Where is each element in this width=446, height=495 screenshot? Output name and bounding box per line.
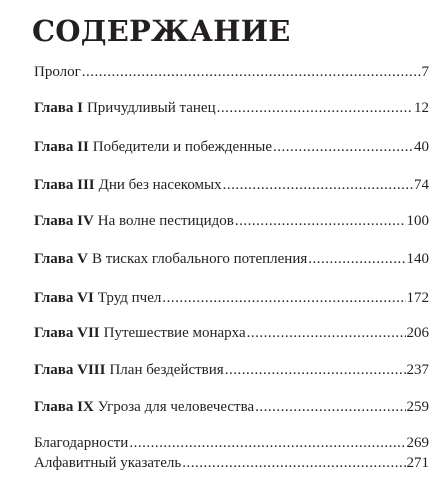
toc-entry-label: В тисках глобального потепления bbox=[91, 251, 308, 267]
toc-entry-index[interactable] bbox=[34, 454, 429, 472]
toc-entry-label: Причудливый танец bbox=[86, 100, 216, 116]
toc-entry-chapter-3[interactable] bbox=[34, 176, 429, 194]
toc-page-number: 172 bbox=[406, 290, 429, 306]
toc-page-number: 269 bbox=[406, 435, 429, 451]
toc-entry-label: Благодарности bbox=[34, 435, 129, 451]
toc-page-number: 12 bbox=[414, 100, 429, 116]
page-title: СОДЕРЖАНИЕ bbox=[32, 14, 291, 48]
dot-leader bbox=[162, 289, 405, 307]
toc-entry-label: Алфавитный указатель bbox=[34, 455, 182, 471]
dot-leader bbox=[308, 250, 405, 268]
toc-page-number: 40 bbox=[414, 139, 429, 155]
toc-page-number: 206 bbox=[406, 325, 429, 341]
chapter-number: Глава IX bbox=[34, 399, 94, 415]
chapter-number: Глава III bbox=[34, 177, 95, 193]
dot-leader bbox=[129, 434, 405, 452]
chapter-number: Глава VIII bbox=[34, 362, 106, 378]
toc-page-number: 259 bbox=[406, 399, 429, 415]
dot-leader bbox=[273, 138, 413, 156]
dot-leader bbox=[217, 99, 413, 117]
chapter-number: Глава IV bbox=[34, 213, 94, 229]
toc-page-number: 100 bbox=[406, 213, 429, 229]
toc-entry-label: Путешествие монарха bbox=[103, 325, 246, 341]
dot-leader bbox=[235, 212, 406, 230]
dot-leader bbox=[247, 324, 406, 342]
toc-entry-chapter-9[interactable] bbox=[34, 398, 429, 416]
toc-entry-chapter-7[interactable] bbox=[34, 324, 429, 342]
chapter-number: Глава VII bbox=[34, 325, 100, 341]
toc-page-number: 237 bbox=[406, 362, 429, 378]
chapter-number: Глава I bbox=[34, 100, 83, 116]
chapter-number: Глава VI bbox=[34, 290, 94, 306]
dot-leader bbox=[82, 63, 421, 81]
chapter-number: Глава II bbox=[34, 139, 89, 155]
toc-entry-chapter-6[interactable] bbox=[34, 289, 429, 307]
toc-entry-chapter-2[interactable] bbox=[34, 138, 429, 156]
toc-entry-label: Угроза для человечества bbox=[97, 399, 255, 415]
toc-entry-chapter-8[interactable] bbox=[34, 361, 429, 379]
toc-entry-acknowledgements[interactable] bbox=[34, 434, 429, 452]
toc-entry-label: Дни без насекомых bbox=[98, 177, 222, 193]
dot-leader bbox=[225, 361, 406, 379]
toc-entry-label: Труд пчел bbox=[97, 290, 162, 306]
dot-leader bbox=[223, 176, 413, 194]
toc-page-number: 7 bbox=[421, 64, 429, 80]
dot-leader bbox=[255, 398, 405, 416]
toc-entry-label: План бездействия bbox=[109, 362, 224, 378]
toc-entry-prologue[interactable] bbox=[34, 63, 429, 81]
toc-page-number: 271 bbox=[406, 455, 429, 471]
dot-leader bbox=[182, 454, 405, 472]
toc-entry-label: На волне пестицидов bbox=[97, 213, 234, 229]
toc-entry-chapter-1[interactable] bbox=[34, 99, 429, 117]
chapter-number: Глава V bbox=[34, 251, 88, 267]
toc-entry-label: Победители и побежденные bbox=[92, 139, 272, 155]
toc-entry-chapter-5[interactable] bbox=[34, 250, 429, 268]
toc-entry-chapter-4[interactable] bbox=[34, 212, 429, 230]
toc-page-number: 140 bbox=[406, 251, 429, 267]
toc-entry-label: Пролог bbox=[34, 64, 81, 80]
toc-page-number: 74 bbox=[414, 177, 429, 193]
